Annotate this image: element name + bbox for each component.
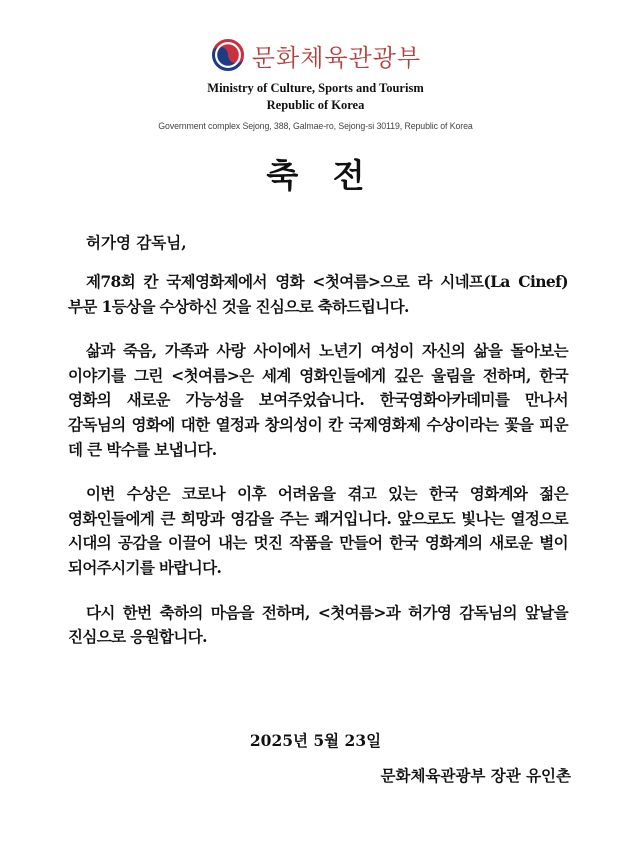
paragraph-film-description: 삶과 죽음, 가족과 사랑 사이에서 노년기 여성이 자신의 삶을 돌아보는 이야기를 그린 <첫여름>은 세계 영화인들에게 깊은 울림을 전하며, 한국 영화의 새로운 가능성을 보여주었습니다. 한국영화아카데미를 만나서 감독님의 영화에 대한 열정과 창의성이 칸 국제영화제 수상이라는 꽃을 피운 데 큰 박수를 보냅니다. [68, 341, 568, 459]
paragraph-closing: 다시 한번 축하의 마음을 전하며, <첫여름>과 허가영 감독님의 앞날을 진심으로 응원합니다. [68, 602, 568, 647]
document-title: 축 전 [266, 156, 365, 195]
paragraph-significance: 이번 수상은 코로나 이후 어려움을 겪고 있는 한국 영화계와 젊은 영화인들에게 큰 희망과 영감을 주는 쾌거입니다. 앞으로도 빛나는 열정으로 시대의 공감을 이끌어 내는 멋진 작품을 만들어 한국 영화계의 새로운 별이 되어주시기를 바랍니다. [68, 484, 568, 577]
ministry-name-korean: 문화체육관광부 [251, 43, 422, 72]
ministry-name-english [0, 80, 631, 114]
signature: 문화체육관광부 장관 유인촌 [380, 766, 571, 785]
ministry-address: Government complex Sejong, 388, Galmae-ro, Sejong-si 30119, Republic of Korea [158, 121, 473, 131]
ministry-logo [0, 36, 631, 74]
letter-date: 2025년 5월 23일 [249, 731, 382, 750]
letter-body [68, 228, 568, 650]
ministry-name-english-line1: Ministry of Culture, Sports and Tourism [207, 81, 424, 95]
ministry-country-line: Republic of Korea [266, 98, 365, 112]
paragraph-congratulation: 제78회 칸 국제영화제에서 영화 <첫여름>으로 라 시네프(La Cinef) 부문 1등상을 수상하신 것을 진심으로 축하드립니다. [68, 272, 568, 316]
taegeuk-emblem-icon [210, 37, 246, 73]
salutation: 허가영 감독님, [86, 233, 187, 252]
